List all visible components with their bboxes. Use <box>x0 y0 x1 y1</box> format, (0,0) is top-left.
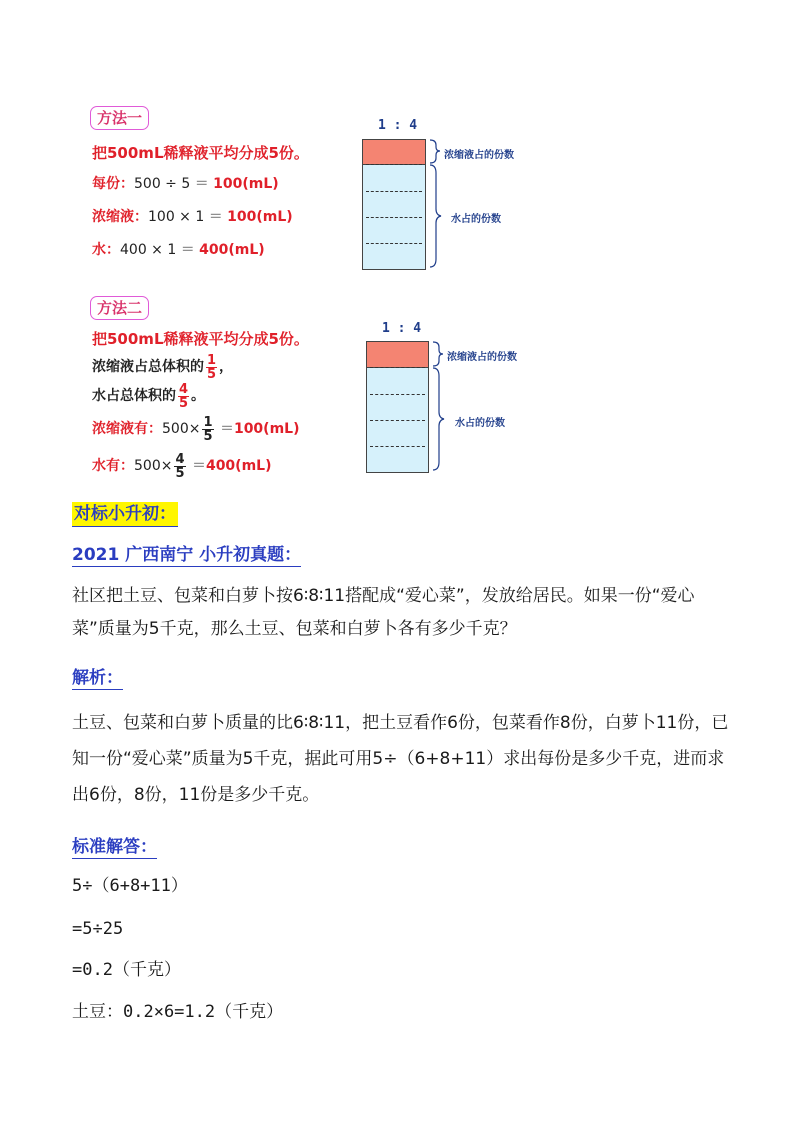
concentrate-amount-label: 浓缩液有： <box>92 421 162 437</box>
diagram-one-ratio: 1 : 4 <box>378 118 418 133</box>
fraction-denominator: 5 <box>203 428 213 444</box>
fraction-four-fifths <box>174 453 185 480</box>
diagram-two-divider <box>370 446 425 447</box>
fraction-denominator: 5 <box>179 395 189 411</box>
punctuation: ， <box>219 359 234 375</box>
method-one-line-2 <box>92 174 279 194</box>
equals-sign: ＝ <box>215 421 234 437</box>
answer-title: 标准解答： <box>72 837 157 857</box>
water-amount-value: 400(mL) <box>205 458 272 474</box>
diagram-one-brace-top <box>430 140 440 163</box>
diagram-two-divider <box>370 420 425 421</box>
fraction-one-fifth <box>202 416 213 443</box>
answer-line-3: =0.2（千克） <box>72 960 181 980</box>
analysis-text: 土豆、包菜和白萝卜质量的比6∶8∶11，把土豆看作6份，包菜看作8份，白萝卜11份，已知一份“爱心菜”质量为5千克，据此可用5÷（6+8+11）求出每份是多少千克，进而求出6份，8份，11份是多少千克。 <box>72 713 729 805</box>
punctuation: 。 <box>191 388 206 404</box>
diagram-one-concentrate-segment <box>363 140 425 165</box>
method-one-line-1: 把500mL稀释液平均分成5份。 <box>92 144 309 162</box>
diagram-two-label-water: 水占的份数 <box>455 418 505 429</box>
concentrate-amount-value: 100(mL) <box>233 421 300 437</box>
diagram-one-divider <box>366 217 422 218</box>
fraction-one-fifth <box>206 354 217 381</box>
method-two-line-5 <box>92 451 271 481</box>
per-part-expr: 500 ÷ 5 ＝ <box>134 176 214 192</box>
diagram-two-ratio: 1 : 4 <box>382 321 422 336</box>
fraction-numerator: 4 <box>179 381 189 397</box>
answer-line-4: 土豆：0.2×6=1.2（千克） <box>72 1002 284 1022</box>
answer-line-2: =5÷25 <box>72 919 124 939</box>
diagram-two-brace-bottom <box>433 368 444 470</box>
section-title: 对标小升初： <box>72 502 178 527</box>
answer-line-1: 5÷（6+8+11） <box>72 876 188 896</box>
water-value: 400(mL) <box>199 242 265 258</box>
diagram-one-divider <box>366 164 422 165</box>
water-expr: 400 × 1 ＝ <box>120 242 200 258</box>
concentrate-amount-pre: 500× <box>162 421 201 437</box>
water-label: 水： <box>92 242 120 258</box>
diagram-one-divider <box>366 191 422 192</box>
equals-sign: ＝ <box>187 458 206 474</box>
fraction-denominator: 5 <box>175 465 185 481</box>
diagram-one-label-water: 水占的份数 <box>451 214 501 225</box>
method-one-line-4 <box>92 240 265 260</box>
diagram-two-divider <box>370 394 425 395</box>
method-one-line-3 <box>92 207 293 227</box>
diagram-one-bar <box>362 139 426 270</box>
per-part-label: 每份： <box>92 176 134 192</box>
concentrate-label: 浓缩液： <box>92 209 148 225</box>
concentrate-fraction-text: 浓缩液占总体积的 <box>92 359 204 375</box>
method-two-line-3 <box>92 381 205 411</box>
fraction-numerator: 4 <box>175 451 185 467</box>
analysis-title: 解析： <box>72 668 123 688</box>
water-amount-pre: 500× <box>134 458 173 474</box>
diagram-two-divider <box>370 367 425 368</box>
method-two-line-2 <box>92 352 233 382</box>
method-one-badge: 方法一 <box>90 106 149 130</box>
diagram-one-label-concentrate: 浓缩液占的份数 <box>444 150 514 161</box>
exam-title: 2021 广西南宁 小升初真题： <box>72 545 302 565</box>
concentrate-value: 100(mL) <box>227 209 293 225</box>
diagram-one-brace-bottom <box>430 165 441 267</box>
fraction-denominator: 5 <box>207 366 217 382</box>
fraction-numerator: 1 <box>207 352 217 368</box>
diagram-two-bar <box>366 341 429 473</box>
method-two-line-1: 把500mL稀释液平均分成5份。 <box>92 330 309 348</box>
method-two-line-4 <box>92 414 299 444</box>
concentrate-expr: 100 × 1 ＝ <box>148 209 228 225</box>
diagram-two-concentrate-segment <box>367 342 428 368</box>
diagram-two-brace-top <box>433 342 443 366</box>
fraction-four-fifths <box>178 383 189 410</box>
diagram-two-label-concentrate: 浓缩液占的份数 <box>447 352 517 363</box>
diagram-one-divider <box>366 243 422 244</box>
per-part-value: 100(mL) <box>213 176 279 192</box>
method-two-badge: 方法二 <box>90 296 149 320</box>
water-amount-label: 水有： <box>92 458 134 474</box>
question-text: 社区把土豆、包菜和白萝卜按6∶8∶11搭配成“爱心菜”，发放给居民。如果一份“爱心菜”质量为5千克，那么土豆、包菜和白萝卜各有多少千克？ <box>72 586 695 639</box>
fraction-numerator: 1 <box>203 414 213 430</box>
water-fraction-text: 水占总体积的 <box>92 388 176 404</box>
